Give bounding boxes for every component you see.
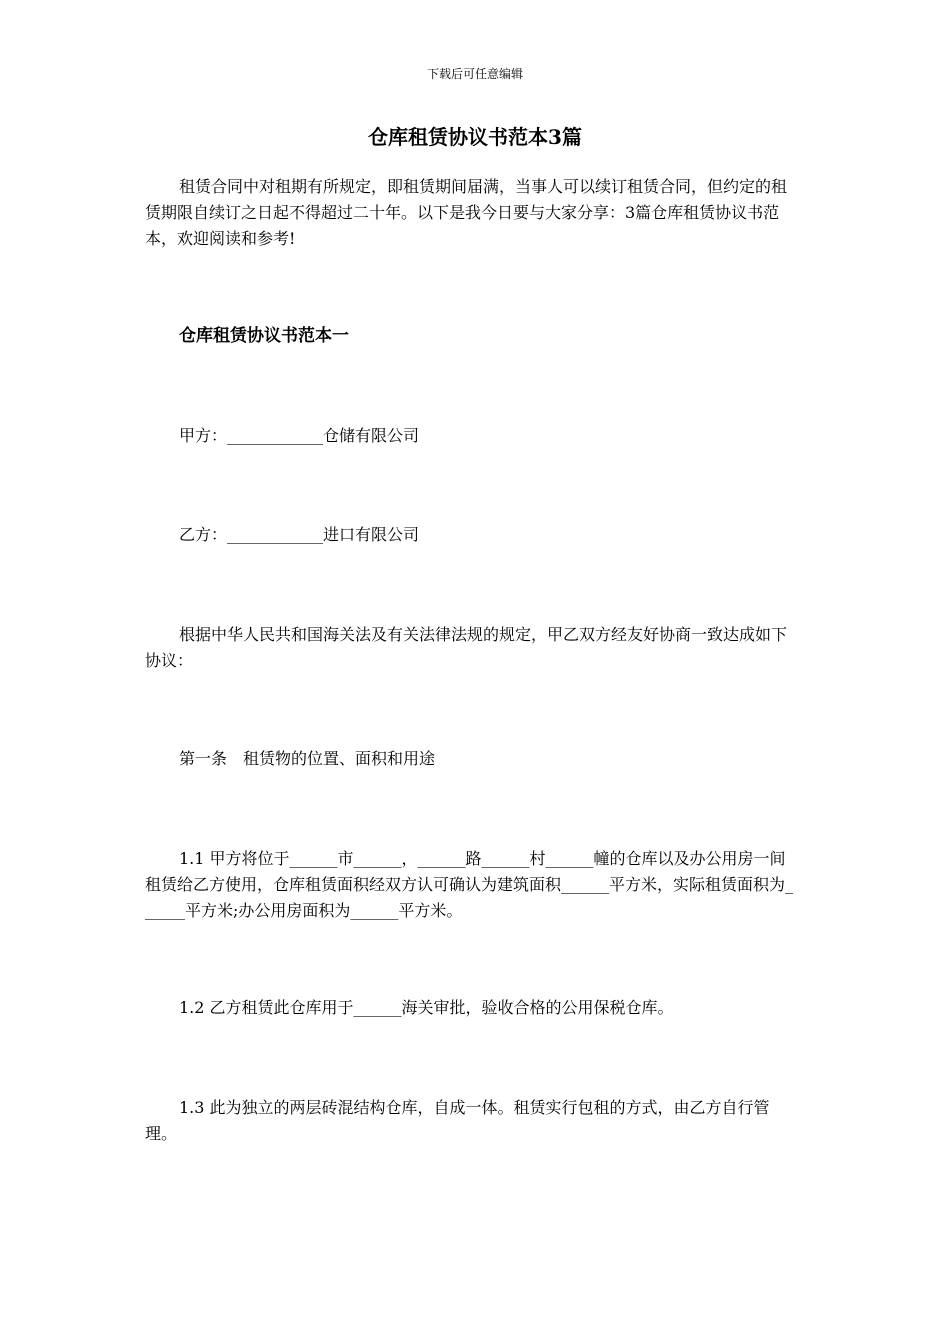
clause-1-1: 1.1 甲方将位于______市______，______路______村______幢的仓库以及办公用房一间租赁给乙方使用，仓库租赁面积经双方认可确认为建筑面积______平方米，实际租赁面积为______平方米;办公用房面积为______平方米。 (145, 849, 794, 920)
preamble-paragraph: 根据中华人民共和国海关法及有关法律法规的规定，甲乙双方经友好协商一致达成如下协议： (145, 625, 788, 670)
intro-paragraph: 租赁合同中对租期有所规定，即租赁期间届满，当事人可以续订租赁合同，但约定的租赁期限自续订之日起不得超过二十年。以下是我今日要与大家分享：3篇仓库租赁协议书范本，欢迎阅读和参考! (145, 177, 788, 248)
party-b-line: 乙方：____________进口有限公司 (179, 525, 420, 544)
clause-1-2: 1.2 乙方租赁此仓库用于______海关审批，验收合格的公用保税仓库。 (179, 998, 674, 1017)
article-1-heading: 第一条 租赁物的位置、面积和用途 (179, 749, 436, 768)
document-title: 仓库租赁协议书范本3篇 (368, 125, 582, 149)
section-heading-1: 仓库租赁协议书范本一 (179, 326, 349, 346)
clause-1-3: 1.3 此为独立的两层砖混结构仓库，自成一体。租赁实行包租的方式，由乙方自行管理。 (145, 1098, 770, 1143)
party-a-line: 甲方：____________仓储有限公司 (179, 426, 420, 445)
header-note: 下载后可任意编辑 (426, 67, 523, 81)
